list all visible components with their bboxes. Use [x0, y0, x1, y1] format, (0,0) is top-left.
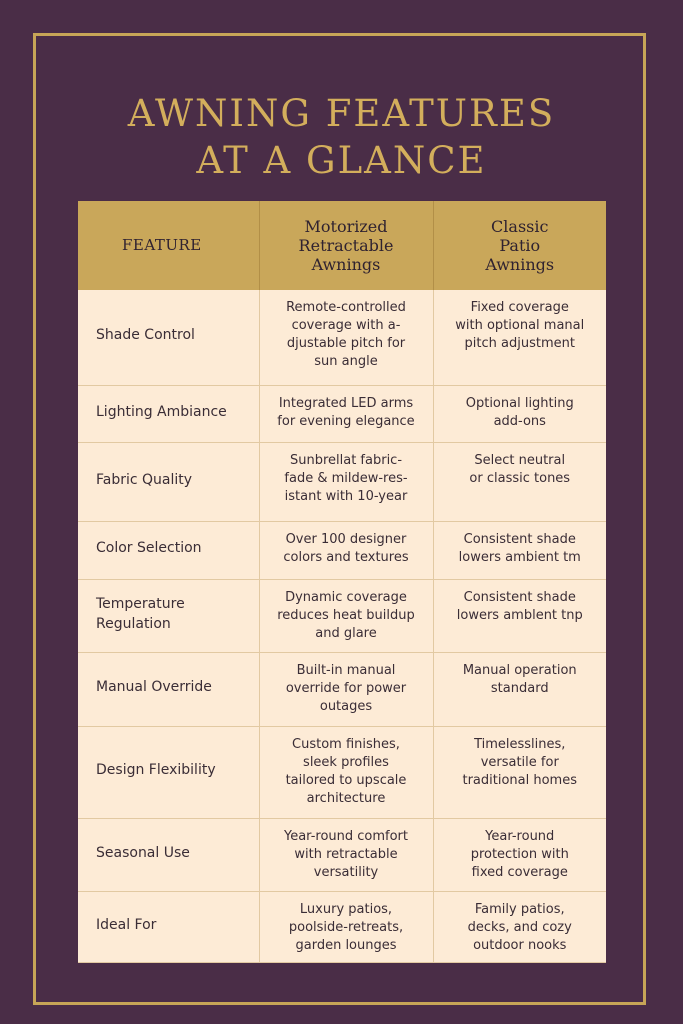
row-motorized-cell: Dynamic coverage reduces heat buildup and glare: [259, 579, 433, 652]
row-classic-cell: Fixed coverage with optional manal pitch adjustment: [433, 290, 606, 385]
header-classic: Classic Patio Awnings: [433, 201, 606, 290]
row-feature-cell: Color Selection: [78, 521, 259, 579]
row-feature-cell: Lighting Ambiance: [78, 385, 259, 442]
row-motorized-cell: Custom finishes, sleek profiles tailored to upscale architecture: [259, 726, 433, 818]
page-title: [0, 90, 683, 184]
row-feature-cell: Shade Control: [78, 290, 259, 385]
row-feature-cell: Temperature Regulation: [78, 579, 259, 652]
row-feature-cell: Seasonal Use: [78, 818, 259, 891]
row-classic-cell: Timelesslines, versatile for traditional homes: [433, 726, 606, 818]
table-row: [78, 290, 606, 385]
table-row: [78, 652, 606, 726]
table-row: [78, 385, 606, 442]
row-motorized-cell: Luxury patios, poolside-retreats, garden lounges: [259, 891, 433, 962]
table-row: [78, 442, 606, 521]
row-classic-cell: Year-round protection with fixed coverage: [433, 818, 606, 891]
row-motorized-cell: Remote-controlled coverage with a- djustable pitch for sun angle: [259, 290, 433, 385]
row-motorized-cell: Integrated LED arms for evening elegance: [259, 385, 433, 442]
table-header-row: [78, 201, 606, 290]
row-feature-cell: Design Flexibility: [78, 726, 259, 818]
table-row: [78, 891, 606, 962]
row-feature-cell: Manual Override: [78, 652, 259, 726]
table-row: [78, 726, 606, 818]
table-row: [78, 579, 606, 652]
row-classic-cell: Select neutral or classic tones: [433, 442, 606, 521]
comparison-table: [78, 201, 606, 963]
table-row: [78, 521, 606, 579]
row-classic-cell: Optional lighting add-ons: [433, 385, 606, 442]
table-row: [78, 818, 606, 891]
row-motorized-cell: Sunbrellat fabric- fade & mildew-res- istant with 10-year: [259, 442, 433, 521]
row-classic-cell: Consistent shade lowers ambient tm: [433, 521, 606, 579]
row-feature-cell: Fabric Quality: [78, 442, 259, 521]
row-classic-cell: Manual operation standard: [433, 652, 606, 726]
row-motorized-cell: Over 100 designer colors and textures: [259, 521, 433, 579]
row-motorized-cell: Built-in manual override for power outages: [259, 652, 433, 726]
row-classic-cell: Family patios, decks, and cozy outdoor nooks: [433, 891, 606, 962]
header-feature: FEATURE: [78, 201, 259, 290]
row-feature-cell: Ideal For: [78, 891, 259, 962]
title-line-2: AT A GLANCE: [196, 139, 487, 182]
row-classic-cell: Consistent shade lowers amblent tnp: [433, 579, 606, 652]
header-motorized: Motorized Retractable Awnings: [259, 201, 433, 290]
row-motorized-cell: Year-round comfort with retractable versatility: [259, 818, 433, 891]
title-line-1: AWNING FEATURES: [127, 92, 556, 135]
